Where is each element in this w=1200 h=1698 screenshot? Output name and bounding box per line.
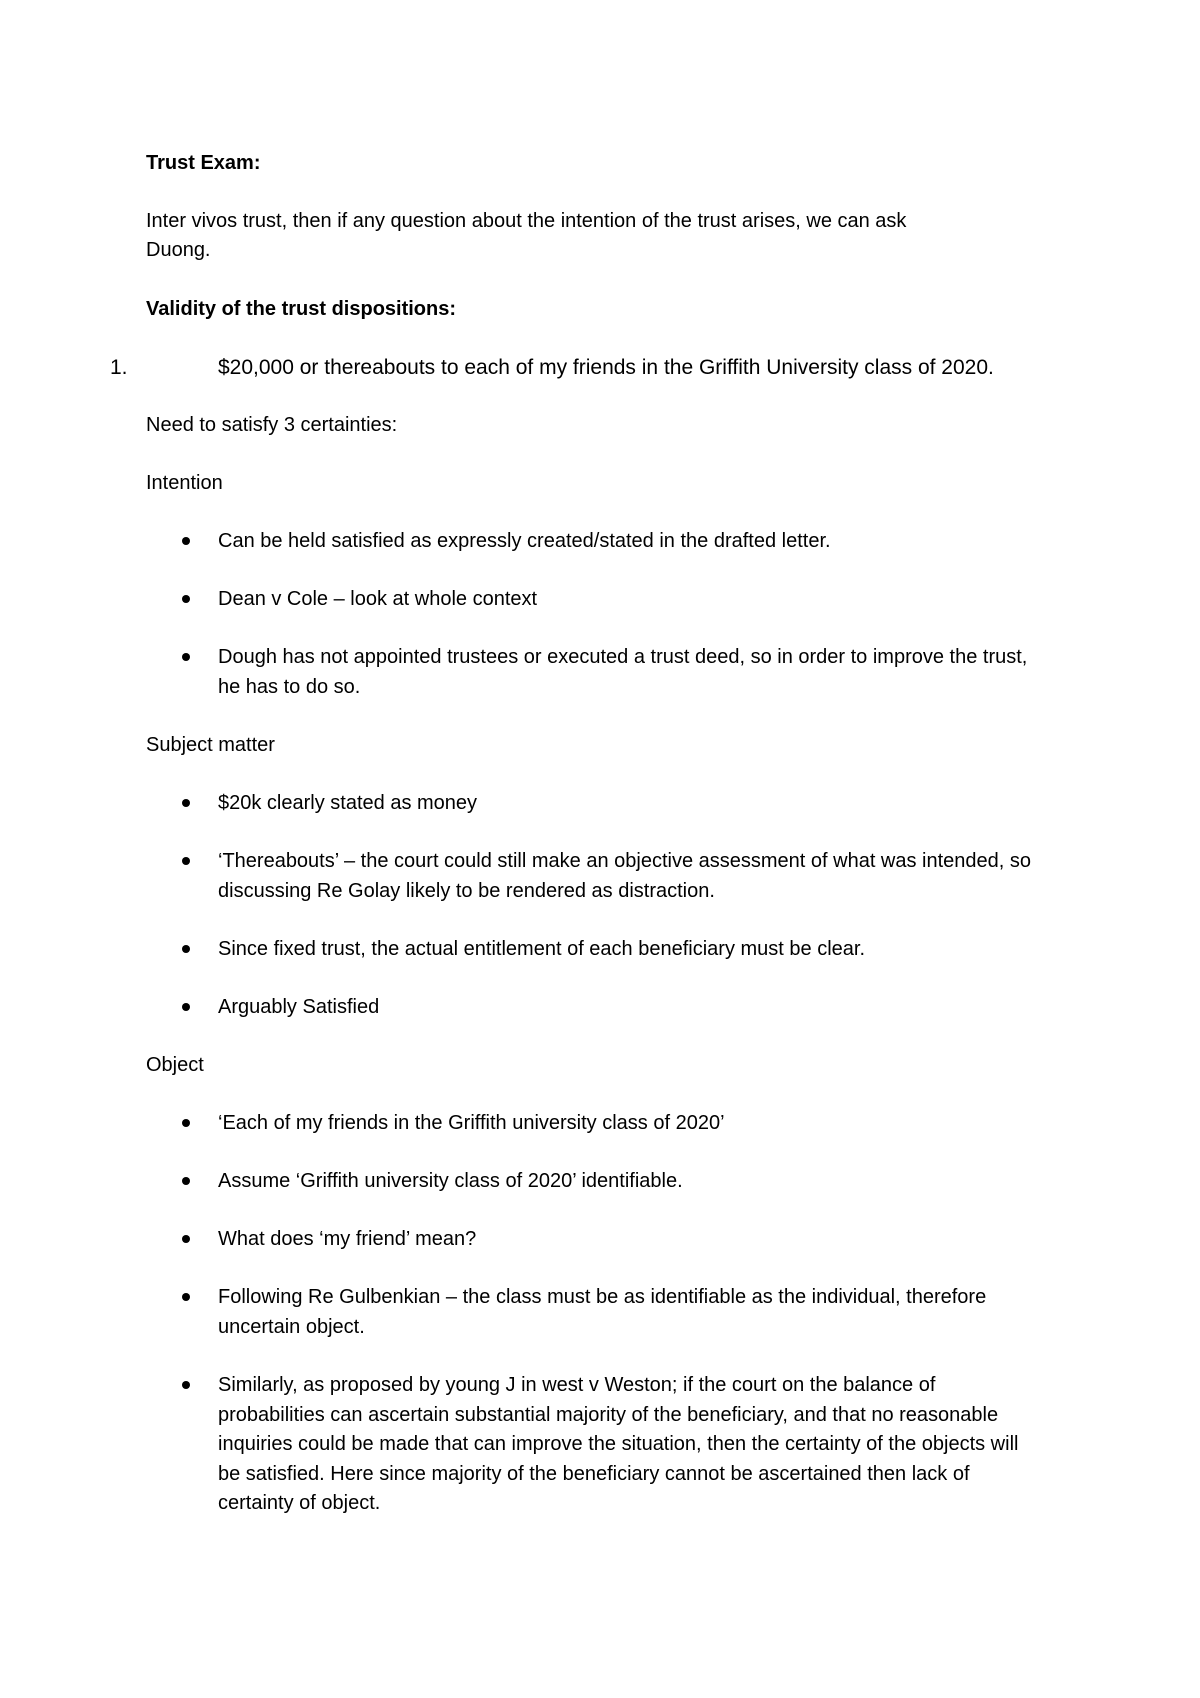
bullet-icon [182, 857, 190, 865]
bullet-icon [182, 1119, 190, 1127]
numbered-item-text: $20,000 or thereabouts to each of my friends in the Griffith University class of 2020. [218, 356, 994, 379]
intention-heading: Intention [146, 472, 223, 494]
bullet-icon [182, 1003, 190, 1011]
intro-paragraph-cont: Duong. [146, 239, 211, 261]
list-item-text: Since fixed trust, the actual entitlement of each beneficiary must be clear. [218, 938, 866, 960]
list-item-text: ‘Each of my friends in the Griffith university class of 2020’ [218, 1112, 725, 1134]
list-item-text: Dough has not appointed trustees or executed a trust deed, so in order to improve the trust, he has to do so. [218, 646, 1028, 698]
numbered-item-marker: 1. [110, 356, 128, 379]
list-item-text: $20k clearly stated as money [218, 792, 478, 814]
bullet-icon [182, 1177, 190, 1185]
certainties-intro: Need to satisfy 3 certainties: [146, 414, 398, 436]
list-item-text: Assume ‘Griffith university class of 2020’ identifiable. [218, 1170, 683, 1192]
list-item-text: Arguably Satisfied [218, 996, 380, 1018]
list-item-text: Dean v Cole – look at whole context [218, 588, 538, 610]
bullet-icon [182, 799, 190, 807]
list-item-text: Can be held satisfied as expressly created/stated in the drafted letter. [218, 530, 831, 552]
subject-matter-heading: Subject matter [146, 734, 275, 756]
bullet-icon [182, 595, 190, 603]
bullet-icon [182, 1293, 190, 1301]
object-heading: Object [146, 1054, 204, 1076]
list-item-text: ‘Thereabouts’ – the court could still make an objective assessment of what was intended, so discussing Re Golay likely to be rendered as distraction. [218, 850, 1032, 902]
list-item-text: Following Re Gulbenkian – the class must be as identifiable as the individual, therefore uncertain object. [218, 1286, 987, 1338]
document-title: Trust Exam: [146, 152, 261, 174]
section-heading: Validity of the trust dispositions: [146, 298, 457, 320]
bullet-icon [182, 1235, 190, 1243]
bullet-icon [182, 1381, 190, 1389]
bullet-icon [182, 653, 190, 661]
intro-paragraph: Inter vivos trust, then if any question about the intention of the trust arises, we can ask [146, 210, 907, 232]
bullet-icon [182, 537, 190, 545]
bullet-icon [182, 945, 190, 953]
list-item-text: What does ‘my friend’ mean? [218, 1228, 477, 1250]
list-item-text: Similarly, as proposed by young J in west v Weston; if the court on the balance of probabilities can ascertain substantial majority of the beneficiary, and that no reasonable inquiries could be made that can improve the situation, then the certainty of the objects will be satisfied. Here since majority of the beneficiary cannot be ascertained then lack of certainty of object. [218, 1374, 1019, 1514]
